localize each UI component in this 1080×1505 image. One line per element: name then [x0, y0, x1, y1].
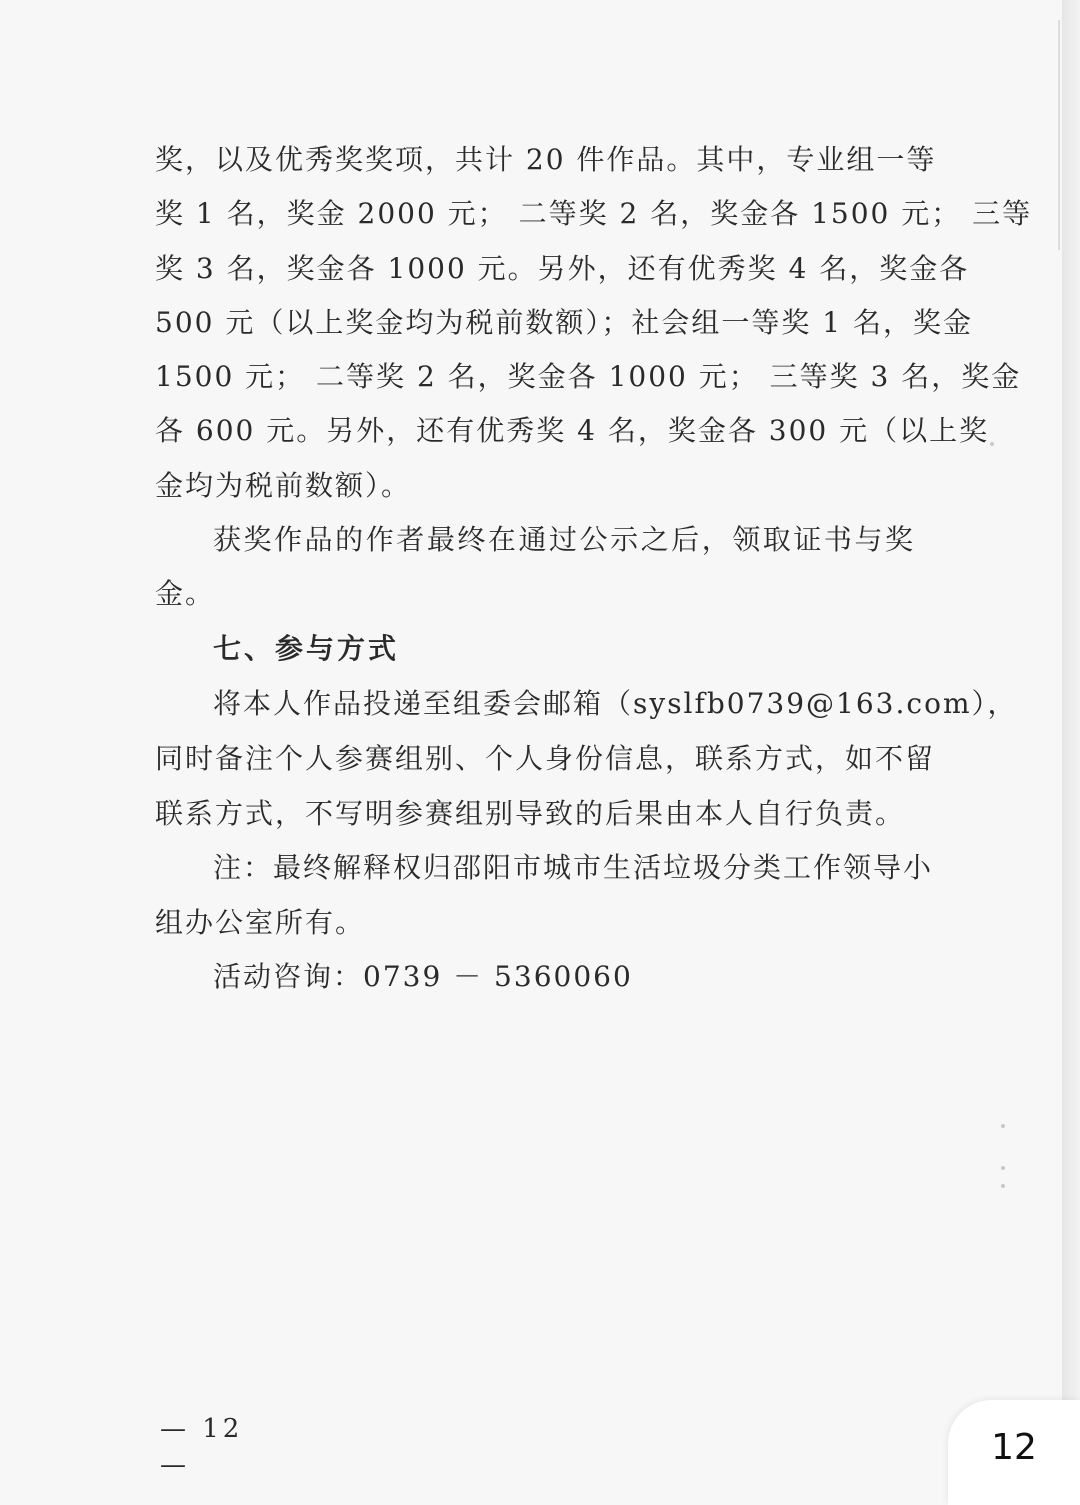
scan-speck: [990, 442, 994, 446]
prize-text-line: 奖，以及优秀奖奖项，共计 20 件作品。其中，专业组一等: [155, 143, 937, 176]
scan-speck: [1001, 1166, 1005, 1170]
prize-text-line: 1500 元； 二等奖 2 名，奖金各 1000 元； 三等奖 3 名，奖金: [155, 360, 1022, 393]
section-heading: 七、参与方式: [213, 632, 400, 665]
prize-text-line: 各 600 元。另外，还有优秀奖 4 名，奖金各 300 元（以上奖: [155, 414, 990, 447]
contact-line: 活动咨询：0739 － 5360060: [213, 960, 633, 993]
award-text-line: 金。: [155, 577, 216, 610]
scan-speck: [1001, 1124, 1005, 1128]
page-edge-shadow: [1058, 20, 1060, 250]
prize-text-line: 奖 3 名，奖金各 1000 元。另外，还有优秀奖 4 名，奖金各: [155, 252, 970, 285]
page-edge: [1062, 0, 1080, 1505]
participation-text-line: 同时备注个人参赛组别、个人身份信息，联系方式，如不留: [155, 742, 936, 775]
award-text-line: 获奖作品的作者最终在通过公示之后，领取证书与奖: [213, 523, 915, 556]
participation-text-line: 联系方式，不写明参赛组别导致的后果由本人自行负责。: [155, 797, 906, 830]
page-badge-number: 12: [991, 1427, 1037, 1468]
prize-text-line: 奖 1 名，奖金 2000 元； 二等奖 2 名，奖金各 1500 元； 三等: [155, 197, 1033, 230]
note-text-line: 注：最终解释权归邵阳市城市生活垃圾分类工作领导小: [213, 851, 934, 884]
participation-text-line: 将本人作品投递至组委会邮箱（syslfb0739@163.com），: [213, 687, 1018, 720]
page-number: — 12 —: [160, 1414, 244, 1480]
prize-text-line: 金均为税前数额）。: [155, 469, 412, 502]
note-text-line: 组办公室所有。: [155, 906, 366, 939]
scan-speck: [1001, 1184, 1005, 1188]
prize-text-line: 500 元（以上奖金均为税前数额）；社会组一等奖 1 名，奖金: [155, 306, 973, 339]
